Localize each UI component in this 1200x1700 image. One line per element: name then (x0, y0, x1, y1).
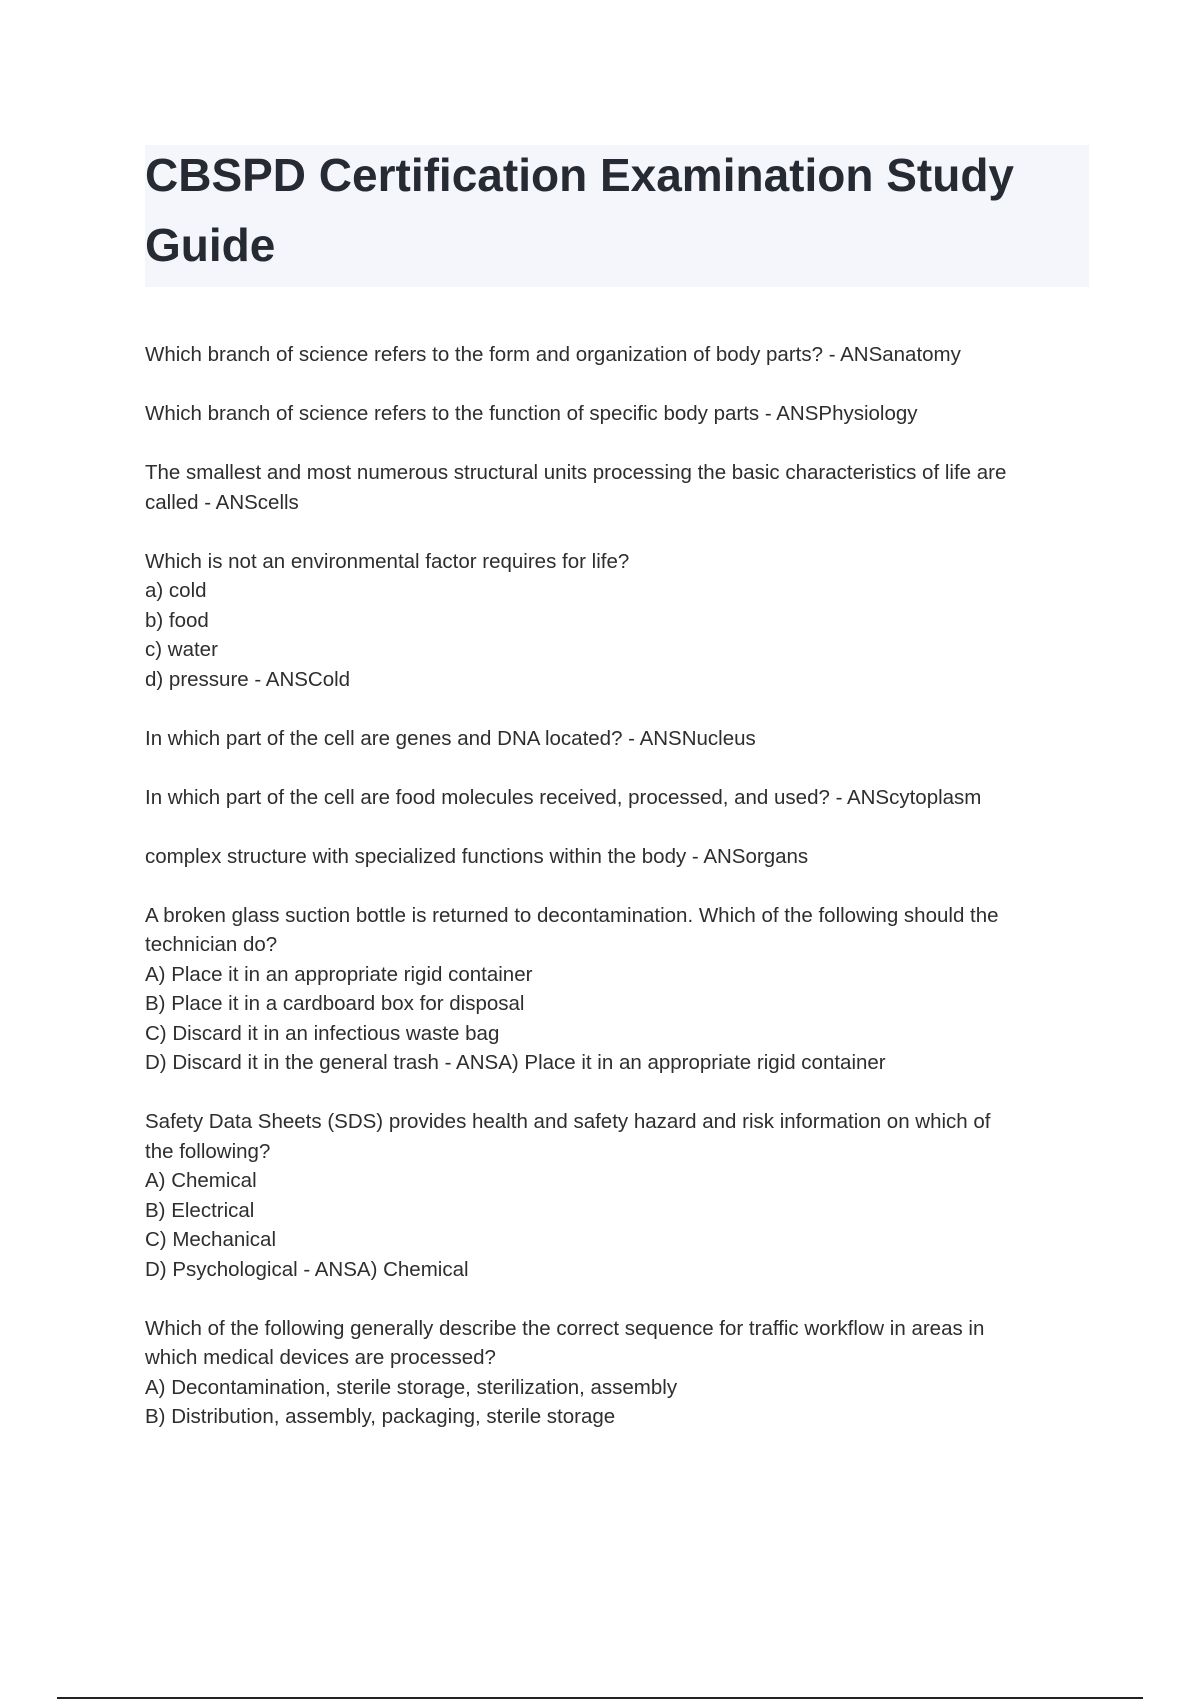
qa-line: The smallest and most numerous structural units processing the basic characteristics of life are (145, 461, 1007, 484)
qa-option: A) Decontamination, sterile storage, sterilization, assembly (145, 1375, 678, 1399)
qa-option: b) food (145, 608, 209, 632)
qa-option: B) Distribution, assembly, packaging, sterile storage (145, 1405, 616, 1428)
qa-line: Which branch of science refers to the form and organization of body parts? - ANSanatomy (145, 343, 961, 366)
qa-item (145, 724, 1090, 754)
qa-option: a) cold (145, 579, 207, 602)
qa-line: the following? (145, 1139, 271, 1163)
page-bottom-divider (57, 1697, 1143, 1699)
qa-item (145, 458, 1090, 517)
qa-option: A) Chemical (145, 1169, 257, 1192)
qa-item (145, 842, 1090, 872)
qa-line: called - ANScells (145, 490, 299, 514)
qa-item (145, 547, 1090, 695)
qa-option: C) Mechanical (145, 1228, 277, 1251)
page-title (145, 140, 1075, 280)
qa-option: C) Discard it in an infectious waste bag (145, 1021, 500, 1045)
qa-item (145, 399, 1090, 429)
qa-option: D) Psychological - ANSA) Chemical (145, 1257, 469, 1281)
qa-line: In which part of the cell are genes and DNA located? - ANSNucleus (145, 726, 756, 750)
qa-line: Which is not an environmental factor requires for life? (145, 549, 630, 573)
qa-line: technician do? (145, 933, 278, 956)
qa-line: Safety Data Sheets (SDS) provides health and safety hazard and risk information on which of (145, 1110, 991, 1133)
qa-option: d) pressure - ANSCold (145, 667, 351, 691)
qa-option: D) Discard it in the general trash - ANSA) Place it in an appropriate rigid container (145, 1051, 886, 1074)
qa-line: complex structure with specialized functions within the body - ANSorgans (145, 844, 809, 868)
qa-item (145, 1314, 1090, 1432)
qa-line: A broken glass suction bottle is returned to decontamination. Which of the following should the (145, 903, 999, 927)
qa-item (145, 340, 1090, 370)
title-line: Guide (145, 219, 276, 271)
qa-option: A) Place it in an appropriate rigid container (145, 962, 533, 986)
qa-item (145, 901, 1090, 1078)
qa-option: c) water (145, 638, 218, 661)
qa-line: Which branch of science refers to the function of specific body parts - ANSPhysiology (145, 402, 918, 425)
title-line: CBSPD Certification Examination Study (145, 149, 1015, 201)
qa-line: In which part of the cell are food molecules received, processed, and used? - ANScytoplasm (145, 785, 982, 809)
qa-item (145, 1107, 1090, 1284)
qa-option: B) Electrical (145, 1198, 255, 1222)
qa-line: which medical devices are processed? (145, 1346, 496, 1369)
qa-item (145, 783, 1090, 813)
qa-line: Which of the following generally describe the correct sequence for traffic workflow in areas in (145, 1316, 985, 1340)
qa-list (145, 340, 1090, 1461)
qa-option: B) Place it in a cardboard box for disposal (145, 992, 525, 1015)
